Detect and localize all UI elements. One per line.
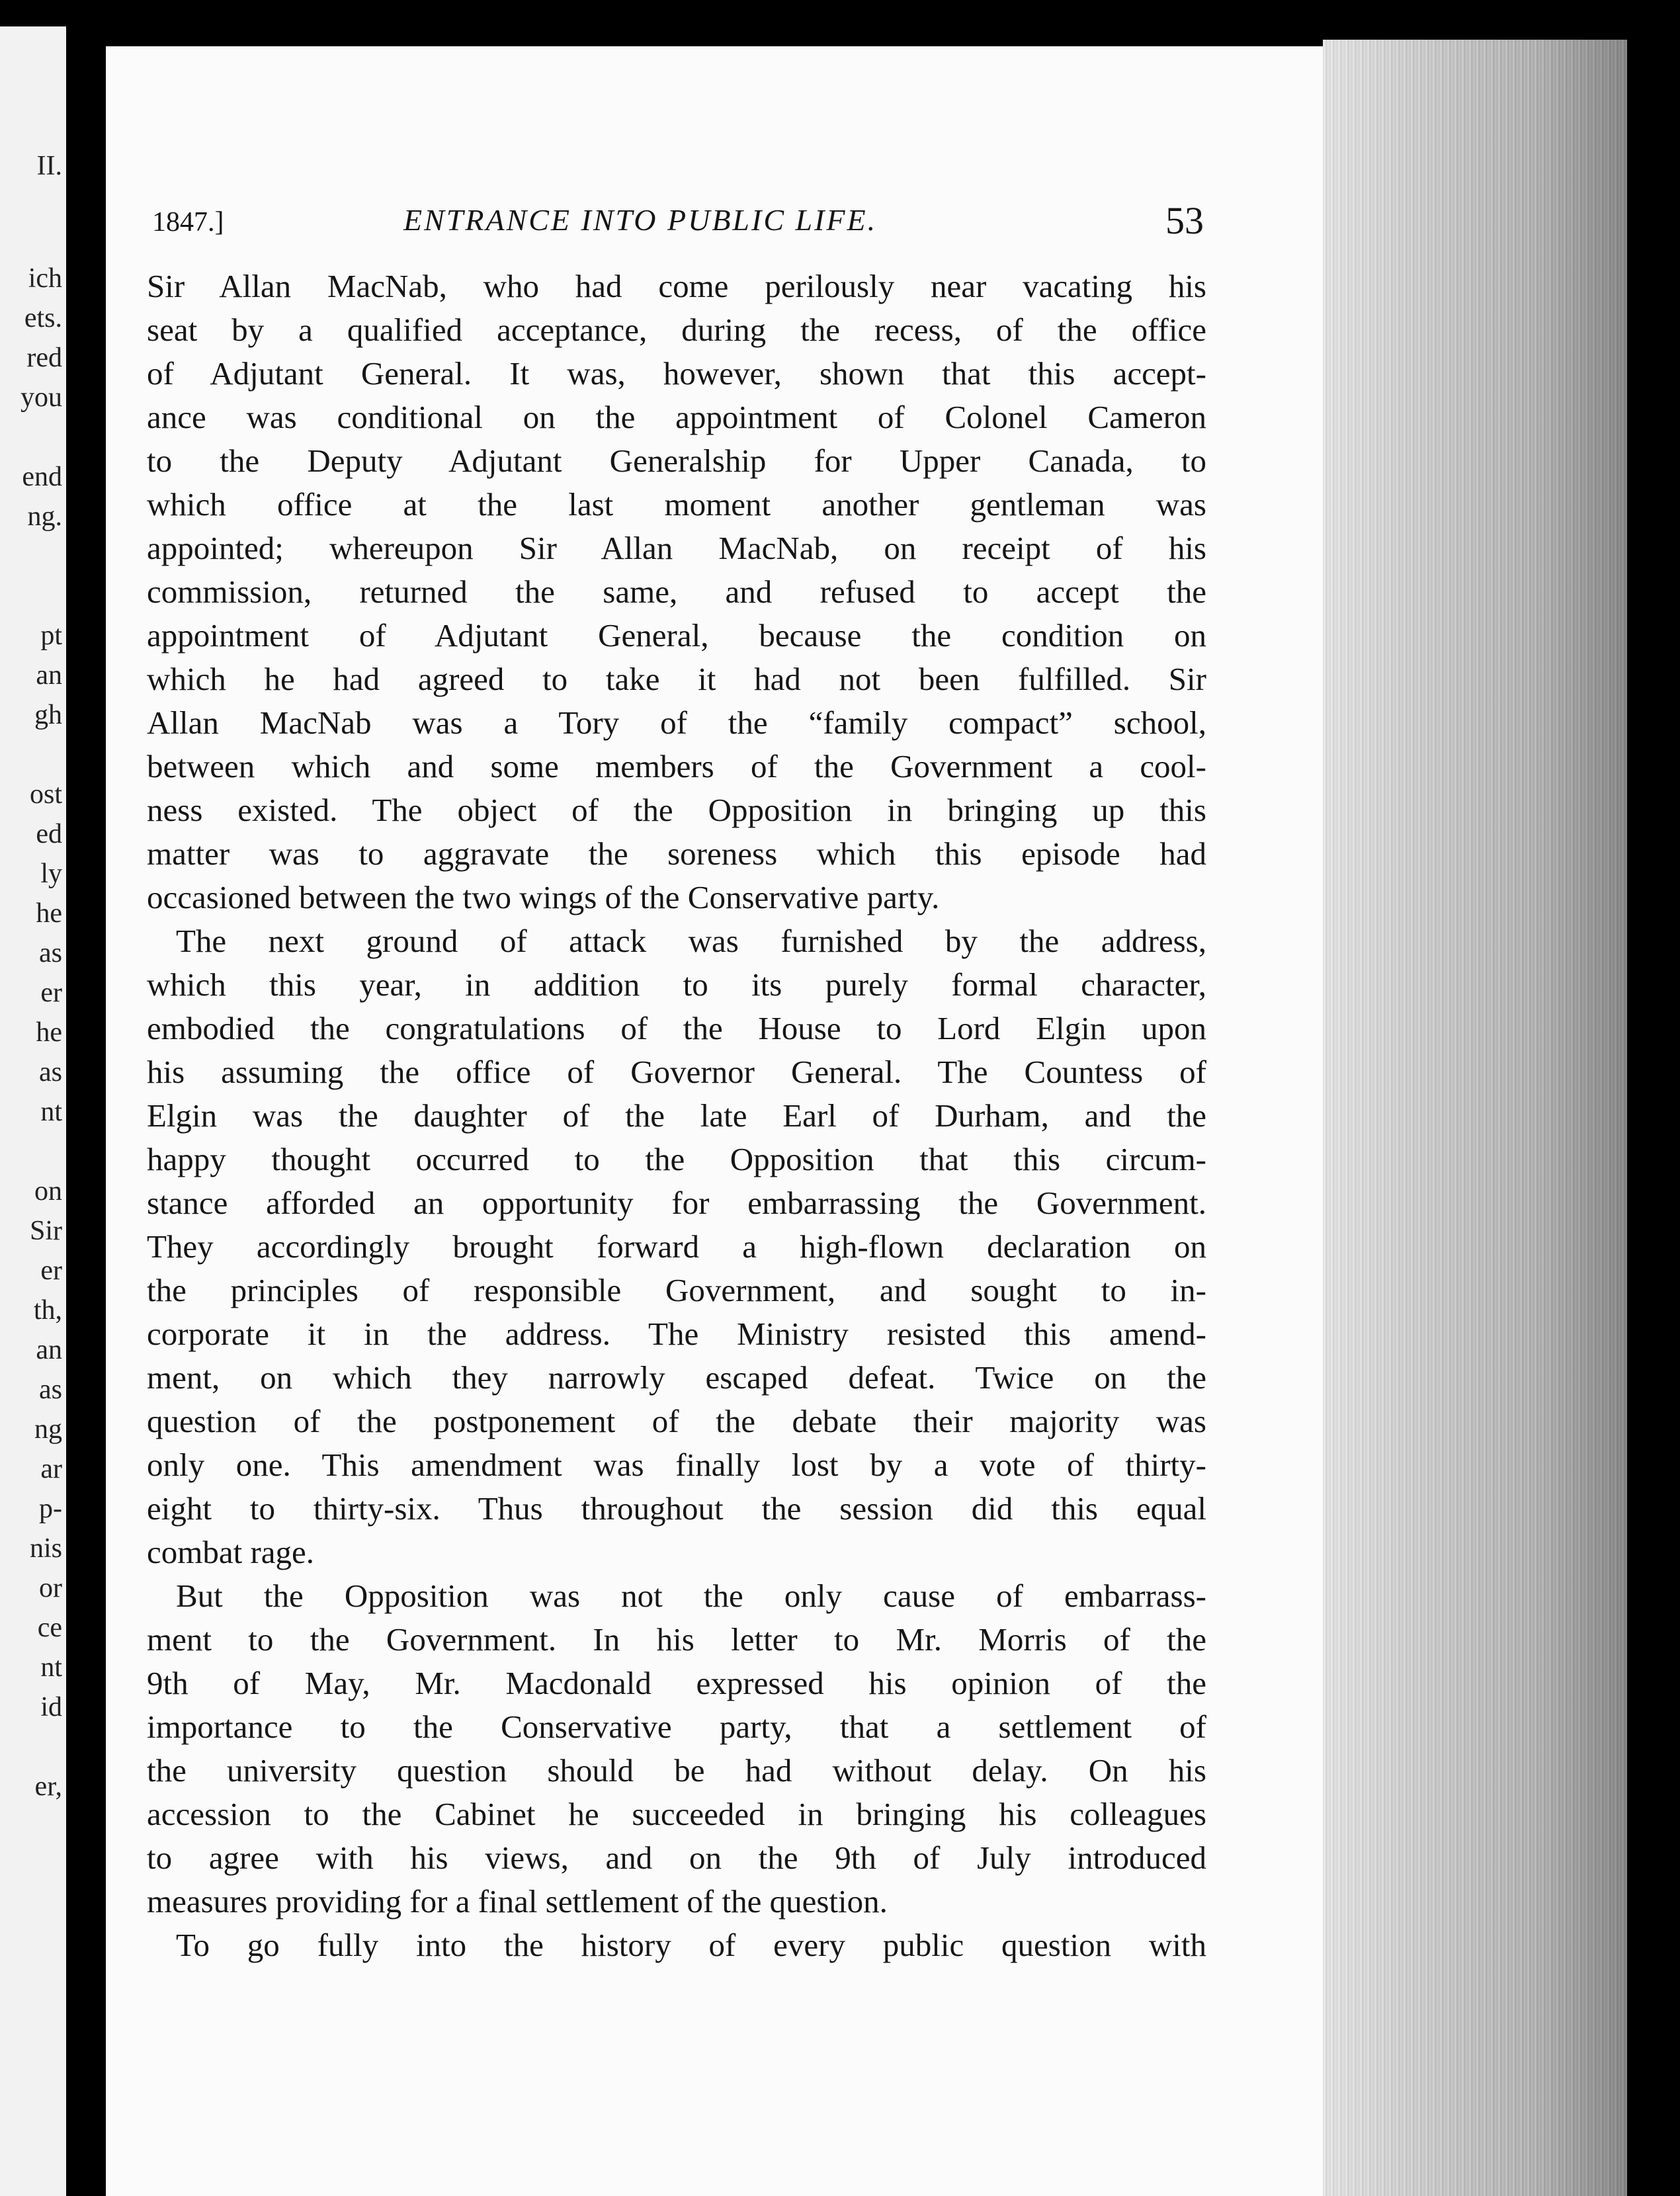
text-line: Sir Allan MacNab, who had come perilously near vacating his bbox=[147, 268, 1206, 304]
previous-page-fragment: he bbox=[36, 1017, 62, 1048]
text-line: between which and some members of the Government a cool- bbox=[147, 748, 1206, 784]
previous-page-fragment: gh bbox=[34, 700, 62, 730]
previous-page-fragment: an bbox=[36, 1335, 62, 1365]
page-number: 53 bbox=[1165, 199, 1204, 242]
text-line: which this year, in addition to its purely formal character, bbox=[147, 966, 1206, 1003]
body-text bbox=[147, 265, 1206, 1967]
previous-page-fragment: er, bbox=[34, 1771, 62, 1802]
text-line: to agree with his views, and on the 9th of July introduced bbox=[147, 1839, 1206, 1876]
previous-page-fragment: er bbox=[40, 1255, 62, 1286]
previous-page-fragment: you bbox=[21, 382, 62, 413]
text-line: combat rage. bbox=[147, 1534, 315, 1570]
text-line: measures providing for a final settlement of the question. bbox=[147, 1883, 888, 1920]
previous-page-fragment: nis bbox=[29, 1533, 62, 1564]
text-line: 9th of May, Mr. Macdonald expressed his opinion of the bbox=[147, 1665, 1206, 1701]
previous-page-fragment: pt bbox=[40, 620, 62, 651]
page-edges bbox=[1323, 40, 1627, 2196]
previous-page-fragment: ed bbox=[36, 819, 62, 849]
previous-page-fragment: ce bbox=[37, 1613, 62, 1643]
previous-page-fragment: ets. bbox=[24, 303, 62, 333]
text-line: occasioned between the two wings of the Conservative party. bbox=[147, 879, 940, 915]
book-page bbox=[106, 46, 1323, 2196]
previous-page-fragment: as bbox=[39, 1374, 62, 1405]
text-line: the principles of responsible Government, and sought to in- bbox=[147, 1272, 1206, 1308]
text-line: Allan MacNab was a Tory of the “family compact” school, bbox=[147, 704, 1206, 741]
text-line: appointed; whereupon Sir Allan MacNab, on receipt of his bbox=[147, 530, 1206, 566]
previous-page-fragment: ost bbox=[29, 779, 62, 810]
text-line: accession to the Cabinet he succeeded in bringing his colleagues bbox=[147, 1796, 1206, 1832]
previous-page-fragment: an bbox=[36, 660, 62, 691]
previous-page-fragment: end bbox=[22, 462, 62, 492]
text-line: seat by a qualified acceptance, during the recess, of the office bbox=[147, 312, 1206, 348]
running-head-title: ENTRANCE INTO PUBLIC LIFE. bbox=[403, 203, 878, 237]
previous-page-fragment: ly bbox=[40, 859, 62, 889]
text-line: The next ground of attack was furnished by the address, bbox=[176, 923, 1206, 959]
previous-page-fragment: ich bbox=[28, 263, 62, 294]
text-line: only one. This amendment was finally lost by a vote of thirty- bbox=[147, 1447, 1206, 1483]
text-line: ment to the Government. In his letter to Mr. Morris of the bbox=[147, 1621, 1206, 1658]
previous-page-fragment: ng. bbox=[27, 501, 62, 532]
text-line: But the Opposition was not the only cause of embarrass- bbox=[176, 1578, 1206, 1614]
text-line: They accordingly brought forward a high-flown declaration on bbox=[147, 1228, 1206, 1265]
previous-page-edge bbox=[0, 26, 66, 2196]
text-line: of Adjutant General. It was, however, shown that this accept- bbox=[147, 355, 1206, 392]
previous-page-fragment: as bbox=[39, 1057, 62, 1087]
text-line: which he had agreed to take it had not been fulfilled. Sir bbox=[147, 661, 1206, 697]
previous-page-fragment: ng bbox=[34, 1414, 62, 1445]
text-line: eight to thirty-six. Thus throughout the session did this equal bbox=[147, 1490, 1206, 1527]
text-line: ment, on which they narrowly escaped defeat. Twice on the bbox=[147, 1359, 1206, 1396]
text-line: embodied the congratulations of the House to Lord Elgin upon bbox=[147, 1010, 1206, 1046]
previous-page-fragment: Sir bbox=[29, 1216, 62, 1246]
text-line: ness existed. The object of the Opposition in bringing up this bbox=[147, 792, 1206, 828]
previous-page-fragment: nt bbox=[40, 1652, 62, 1683]
previous-page-fragment: th, bbox=[33, 1295, 62, 1326]
previous-page-fragment: er bbox=[40, 978, 62, 1008]
text-line: stance afforded an opportunity for embarrassing the Government. bbox=[147, 1185, 1206, 1221]
running-head-year: 1847.] bbox=[152, 207, 224, 237]
text-line: his assuming the office of Governor General. The Countess of bbox=[147, 1054, 1206, 1090]
previous-page-fragment: he bbox=[36, 898, 62, 929]
previous-page-fragment: id bbox=[40, 1692, 62, 1722]
previous-page-fragment: red bbox=[26, 343, 62, 373]
previous-page-fragment: nt bbox=[40, 1097, 62, 1127]
previous-page-fragment: as bbox=[39, 938, 62, 968]
previous-page-fragment: or bbox=[39, 1573, 62, 1603]
text-line: corporate it in the address. The Ministry resisted this amend- bbox=[147, 1316, 1206, 1352]
previous-page-fragment: p- bbox=[39, 1494, 62, 1524]
text-line: To go fully into the history of every public question with bbox=[176, 1927, 1206, 1963]
text-line: ance was conditional on the appointment of Colonel Cameron bbox=[147, 399, 1206, 435]
text-line: importance to the Conservative party, that a settlement of bbox=[147, 1709, 1206, 1745]
text-line: matter was to aggravate the soreness which this episode had bbox=[147, 835, 1206, 872]
text-line: happy thought occurred to the Opposition that this circum- bbox=[147, 1141, 1206, 1177]
text-line: appointment of Adjutant General, because the condition on bbox=[147, 617, 1206, 654]
text-line: question of the postponement of the debate their majority was bbox=[147, 1403, 1206, 1439]
running-head bbox=[152, 198, 1204, 251]
text-line: Elgin was the daughter of the late Earl of Durham, and the bbox=[147, 1097, 1206, 1134]
text-line: to the Deputy Adjutant Generalship for Upper Canada, to bbox=[147, 443, 1206, 479]
previous-page-fragment: II. bbox=[36, 151, 62, 181]
previous-page-fragment: on bbox=[34, 1176, 62, 1206]
previous-page-fragment: ar bbox=[40, 1454, 62, 1484]
text-line: which office at the last moment another gentleman was bbox=[147, 486, 1206, 523]
text-line: commission, returned the same, and refused to accept the bbox=[147, 573, 1206, 610]
text-line: the university question should be had without delay. On his bbox=[147, 1752, 1206, 1789]
